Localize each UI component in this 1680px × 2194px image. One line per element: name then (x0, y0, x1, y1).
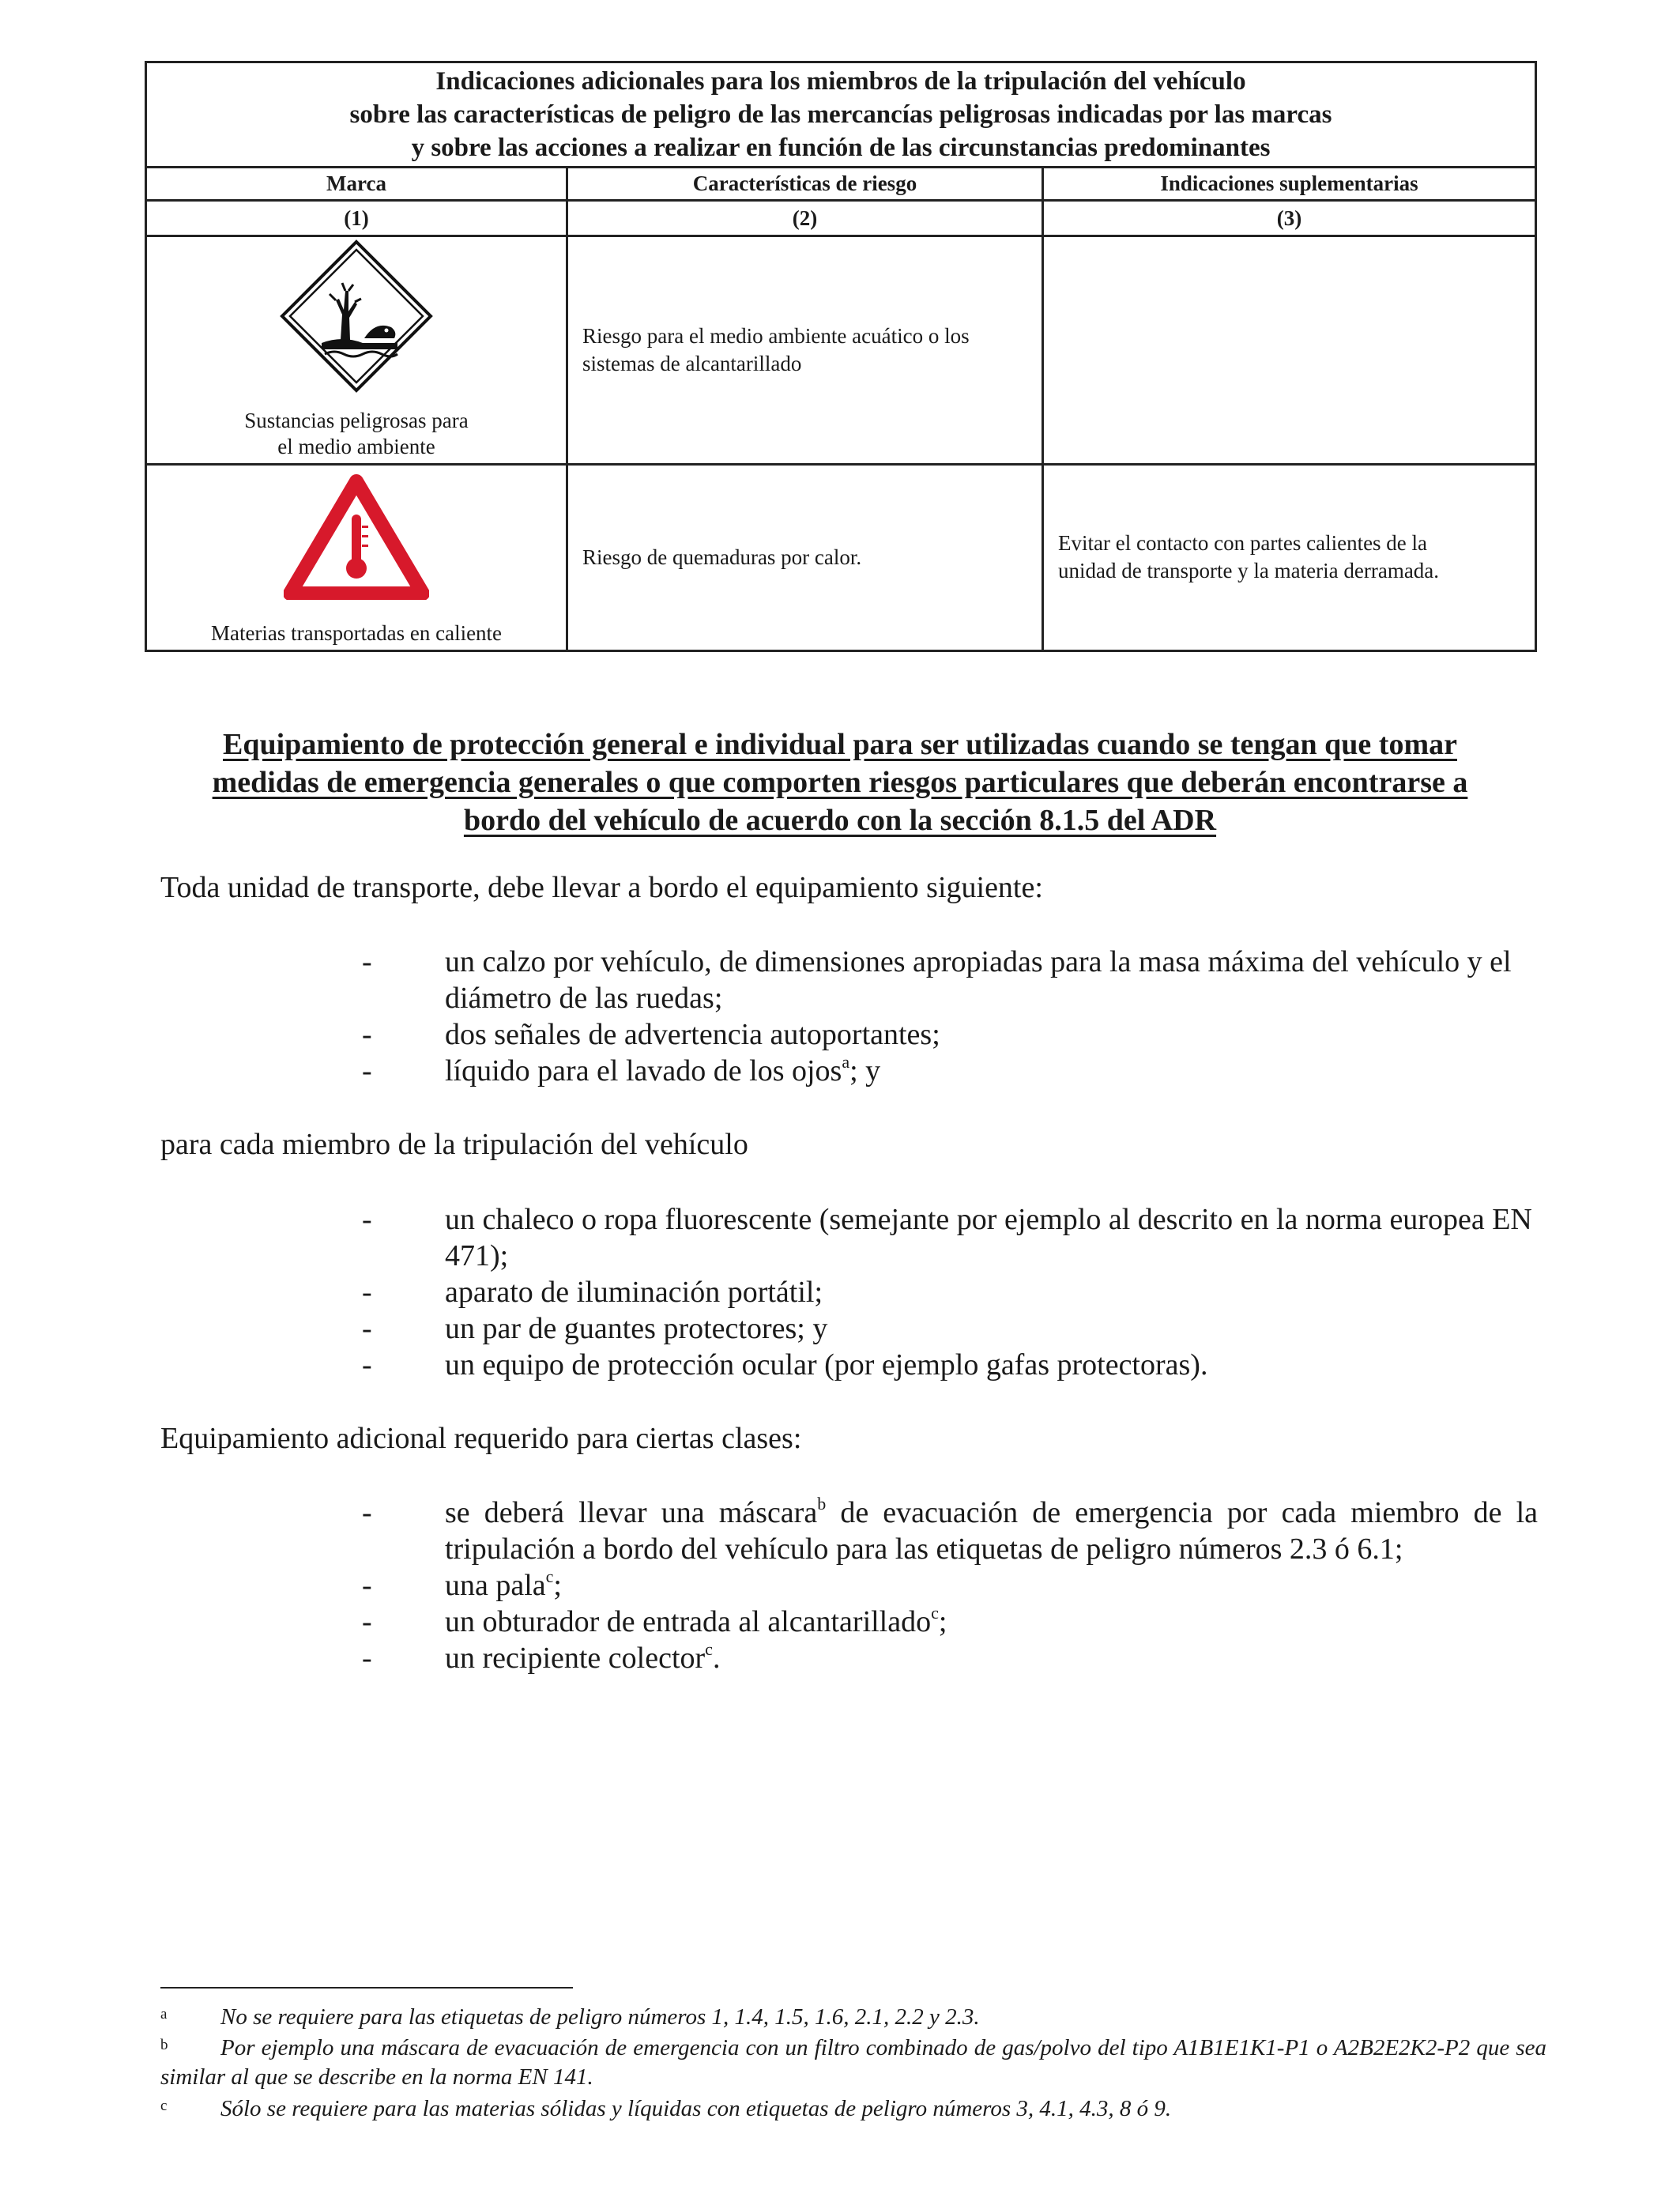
list-item (0, 1310, 1538, 1347)
column-header-riesgo: Características de riesgo (567, 168, 1043, 201)
footnote-ref: a (842, 1052, 850, 1072)
heading-line: medidas de emergencia generales o que comporten riesgos particulares que deberán encontrarse a (212, 766, 1468, 799)
intro-paragraph: para cada miembro de la tripulación del vehículo (160, 1128, 748, 1161)
dash-marker: - (362, 1642, 372, 1675)
list-item (0, 1016, 1538, 1053)
hazard-indications-table (145, 61, 1537, 652)
intro-paragraph: Equipamiento adicional requerido para ciertas clases: (160, 1422, 802, 1455)
list-item (0, 1567, 1538, 1604)
mark-cell (146, 464, 567, 650)
dash-marker: - (362, 945, 372, 978)
list-item (0, 1201, 1538, 1274)
footnote-text: Por ejemplo una máscara de evacuación de emergencia con un filtro combinado de gas/polvo del tipo A1B1E1K1-P1 o A2B2E2K2-P2 que sea similar al que se describe en la norma EN 141. (160, 2035, 1546, 2090)
list-item-text-after: de evacuación de emergencia por cada miembro de la tripulación a bordo del vehículo para las etiquetas de peligro números 2.3 ó 6.1; (445, 1496, 1538, 1566)
footnote-label: b (160, 2037, 168, 2053)
list-item (0, 1640, 1538, 1676)
list-item (0, 1347, 1538, 1383)
heading-line: Equipamiento de protección general e individual para ser utilizadas cuando se tengan que tomar (223, 728, 1457, 761)
footnote-ref: c (705, 1639, 713, 1660)
table-title-line: Indicaciones adicionales para los miembros de la tripulación del vehículo (435, 67, 1246, 96)
list-item-text-after: ; y (849, 1054, 881, 1088)
intro-paragraph: Toda unidad de transporte, debe llevar a bordo el equipamiento siguiente: (160, 871, 1043, 904)
additional-equipment-list (0, 1495, 1538, 1676)
list-item-text: dos señales de advertencia autoportantes; (445, 1018, 940, 1051)
risk-line: Riesgo de quemaduras por calor. (582, 545, 862, 569)
column-header-marca: Marca (146, 168, 567, 201)
hot-material-triangle-icon (284, 473, 429, 600)
list-item-text-after: ; (938, 1605, 947, 1638)
list-item-text: un par de guantes protectores; y (445, 1312, 828, 1345)
list-item-text: un obturador de entrada al alcantarillado (445, 1605, 932, 1638)
list-item (0, 1604, 1538, 1640)
dash-marker: - (362, 1312, 372, 1345)
dash-marker: - (362, 1605, 372, 1638)
extra-cell (1043, 236, 1536, 464)
dash-marker: - (362, 1203, 372, 1236)
extra-line: Evitar el contacto con partes calientes de la (1058, 531, 1428, 556)
list-item-text-after: . (712, 1642, 721, 1675)
column-number: (3) (1043, 201, 1536, 236)
list-item-text: se deberá llevar una máscara (445, 1496, 818, 1529)
footnote (160, 2094, 1546, 2124)
section-heading (158, 726, 1522, 839)
footnote-ref: c (545, 1566, 554, 1587)
list-item (0, 1495, 1538, 1567)
caption-line: el medio ambiente (277, 435, 435, 459)
list-item-text: un recipiente colector (445, 1642, 706, 1675)
caption-line: Materias transportadas en caliente (210, 620, 503, 645)
footnote-label: a (160, 2006, 168, 2022)
table-row (146, 464, 1536, 650)
dash-marker: - (362, 1276, 372, 1309)
list-item-text: un chaleco o ropa fluorescente (semejante por ejemplo al descrito en la norma europea EN 471); (445, 1203, 1532, 1272)
table-title (146, 62, 1536, 168)
risk-cell (567, 464, 1043, 650)
risk-line: sistemas de alcantarillado (582, 351, 802, 375)
footnote-text: Sólo se requiere para las materias sólidas y líquidas con etiquetas de peligro números 3, 4.1, 4.3, 8 ó 9. (220, 2096, 1172, 2121)
crew-equipment-list (0, 1201, 1538, 1383)
column-number: (2) (567, 201, 1043, 236)
extra-cell (1043, 464, 1536, 650)
table-title-line: sobre las características de peligro de las mercancías peligrosas indicadas por las marcas (349, 100, 1332, 130)
dash-marker: - (362, 1018, 372, 1051)
dash-marker: - (362, 1348, 372, 1382)
list-item-text: líquido para el lavado de los ojos (445, 1054, 842, 1088)
footnote (160, 2003, 1546, 2032)
footnote-label: c (160, 2098, 168, 2114)
column-header-indicaciones: Indicaciones suplementarias (1043, 168, 1536, 201)
list-item (0, 1053, 1538, 1089)
table-row (146, 236, 1536, 464)
heading-line: bordo del vehículo de acuerdo con la sección 8.1.5 del ADR (463, 804, 1217, 837)
risk-line: Riesgo para el medio ambiente acuático o los (582, 323, 970, 348)
table-title-line: y sobre las acciones a realizar en función de las circunstancias predominantes (411, 134, 1271, 163)
extra-line: unidad de transporte y la materia derramada. (1058, 559, 1440, 583)
mark-cell (146, 236, 567, 464)
list-item (0, 1274, 1538, 1310)
dash-marker: - (362, 1496, 372, 1529)
footnote-text: No se requiere para las etiquetas de peligro números 1, 1.4, 1.5, 1.6, 2.1, 2.2 y 2.3. (220, 2004, 980, 2030)
footnote-ref: b (817, 1494, 827, 1514)
risk-cell (567, 236, 1043, 464)
list-item-text: un equipo de protección ocular (por ejemplo gafas protectoras). (445, 1348, 1208, 1382)
caption-line: Sustancias peligrosas para (244, 409, 469, 433)
dash-marker: - (362, 1569, 372, 1602)
footnote (160, 2034, 1546, 2092)
mark-caption (147, 620, 566, 647)
dash-marker: - (362, 1054, 372, 1088)
list-item-text: un calzo por vehículo, de dimensiones apropiadas para la masa máxima del vehículo y el diámetro de las ruedas; (445, 945, 1512, 1015)
equipment-list (0, 944, 1538, 1089)
environmentally-hazardous-diamond-icon (279, 239, 434, 394)
footnote-ref: c (931, 1603, 939, 1623)
list-item (0, 944, 1538, 1016)
column-number: (1) (146, 201, 567, 236)
list-item-text: una pala (445, 1569, 546, 1602)
mark-caption (147, 408, 566, 460)
list-item-text-after: ; (553, 1569, 562, 1602)
footnote-separator (160, 1987, 573, 1989)
list-item-text: aparato de iluminación portátil; (445, 1276, 823, 1309)
